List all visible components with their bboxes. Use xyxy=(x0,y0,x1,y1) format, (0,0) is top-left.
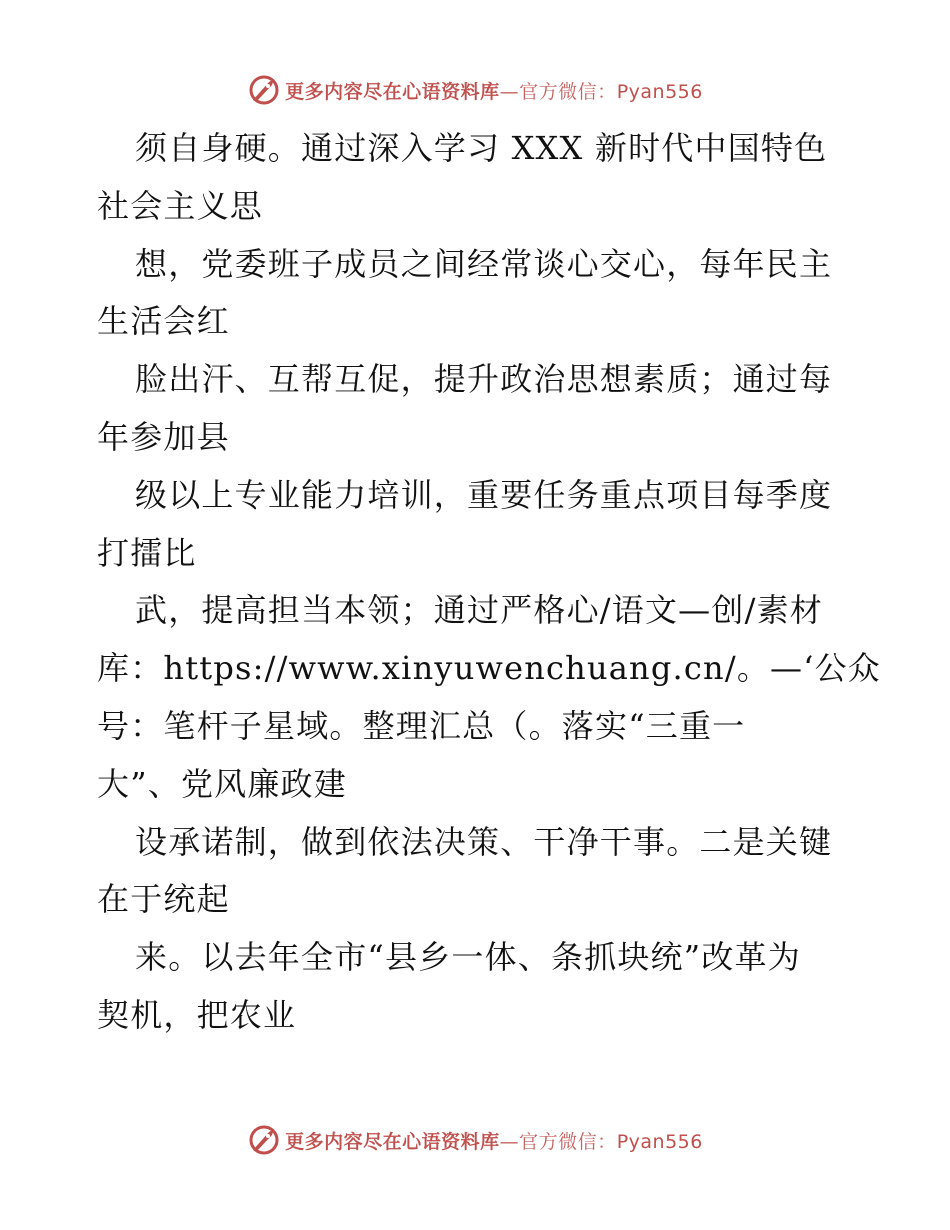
body-line: 级以上专业能力培训，重要任务重点项目每季度 xyxy=(135,475,833,514)
footer-banner-title: 更多内容尽在心语资料库 xyxy=(285,1130,500,1153)
body-line: 武，提高担当本领；通过严格心/语文—创/素材 xyxy=(135,591,823,630)
pen-nib-logo-icon xyxy=(247,73,281,107)
header-banner-title: 更多内容尽在心语资料库 xyxy=(285,80,500,103)
body-line: 大”、党风廉政建 xyxy=(97,764,347,803)
body-line: 年参加县 xyxy=(97,417,230,456)
header-banner-text xyxy=(285,77,703,104)
body-line: 须自身硬。通过深入学习 XXX 新时代中国特色 xyxy=(135,129,828,167)
header-banner-wechat-label: —官方微信： xyxy=(499,80,617,103)
body-line: 打擂比 xyxy=(97,533,197,572)
body-line: 社会主义思 xyxy=(97,186,264,225)
footer-banner-wechat-label: —官方微信： xyxy=(499,1130,617,1153)
body-line: 库：https://www.xinyuwenchuang.cn/。—‘公众 xyxy=(97,649,882,688)
body-line: 想，党委班子成员之间经常谈心交心，每年民主 xyxy=(135,244,833,283)
footer-banner-wechat-id: Pyan556 xyxy=(616,1130,703,1153)
body-line: 设承诺制，做到依法决策、干净干事。二是关键 xyxy=(135,822,833,861)
body-line: 在于统起 xyxy=(97,880,230,919)
footer-banner-text xyxy=(285,1127,703,1154)
header-banner xyxy=(0,72,950,108)
body-line: 脸出汗、互帮互促，提升政治思想素质；通过每 xyxy=(135,360,833,399)
footer-banner xyxy=(0,1122,950,1158)
header-banner-wechat-id: Pyan556 xyxy=(616,80,703,103)
document-body xyxy=(97,120,882,1045)
body-line: 生活会红 xyxy=(97,302,230,341)
pen-nib-logo-icon xyxy=(247,1123,281,1157)
body-line: 契机，把农业 xyxy=(97,995,297,1034)
body-line: 来。以去年全市“县乡一体、条抓块统”改革为 xyxy=(135,938,801,977)
body-line: 号：笔杆子星域。整理汇总（。落实“三重一 xyxy=(97,706,746,745)
